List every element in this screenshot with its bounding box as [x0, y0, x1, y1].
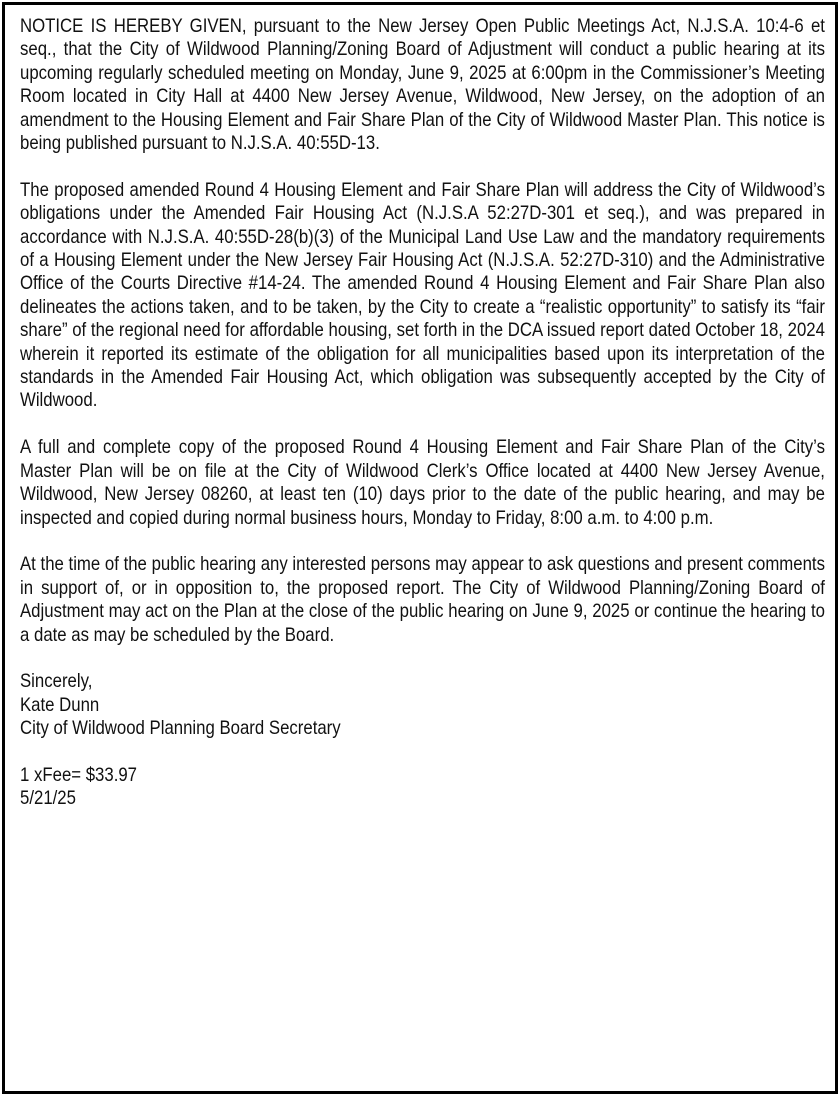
- publication-info: [20, 764, 825, 811]
- notice-paragraph-copy-availability: A full and complete copy of the proposed Round 4 Housing Element and Fair Share Plan of the City’s Master Plan will be on file at the City of Wildwood Clerk’s Office located at 4400 New Jersey Avenue, Wildwood, New Jersey 08260, at least ten (10) days prior to the date of the public hearing, and may be inspected and copied during normal business hours, Monday to Friday, 8:00 a.m. to 4:00 p.m.: [20, 436, 825, 529]
- notice-frame: [2, 2, 838, 1094]
- signer-title: City of Wildwood Planning Board Secretary: [20, 717, 341, 740]
- signer-name: Kate Dunn: [20, 693, 100, 716]
- closing-salutation: Sincerely,: [20, 670, 93, 693]
- publication-date: 5/21/25: [20, 787, 76, 810]
- signature-block: [20, 670, 825, 740]
- notice-paragraph-hearing: NOTICE IS HEREBY GIVEN, pursuant to the New Jersey Open Public Meetings Act, N.J.S.A. 10:4-6 et seq., that the City of Wildwood Planning/Zoning Board of Adjustment will conduct a public hearing at its upcoming regularly scheduled meeting on Monday, June 9, 2025 at 6:00pm in the Commissioner’s Meeting Room located in City Hall at 4400 New Jersey Avenue, Wildwood, New Jersey, on the adoption of an amendment to the Housing Element and Fair Share Plan of the City of Wildwood Master Plan. This notice is being published pursuant to N.J.S.A. 40:55D-13.: [20, 15, 825, 155]
- notice-paragraph-plan-description: The proposed amended Round 4 Housing Element and Fair Share Plan will address the City of Wildwood’s obligations under the Amended Fair Housing Act (N.J.S.A 52:27D-301 et seq.), and was prepared in accordance with N.J.S.A. 40:55D-28(b)(3) of the Municipal Land Use Law and the mandatory requirements of a Housing Element under the New Jersey Fair Housing Act (N.J.S.A. 52:27D-310) and the Administrative Office of the Courts Directive #14-24. The amended Round 4 Housing Element and Fair Share Plan also delineates the actions taken, and to be taken, by the City to create a “realistic opportunity” to satisfy its “fair share” of the regional need for affordable housing, set forth in the DCA issued report dated October 18, 2024 wherein it reported its estimate of the obligation for all municipalities based upon its interpretation of the standards in the Amended Fair Housing Act, which obligation was subsequently accepted by the City of Wildwood.: [20, 178, 825, 412]
- publication-fee: 1 xFee= $33.97: [20, 763, 138, 786]
- notice-body: [20, 15, 825, 834]
- notice-paragraph-public-comment: At the time of the public hearing any interested persons may appear to ask questions and present comments in support of, or in opposition to, the proposed report. The City of Wildwood Planning/Zoning Board of Adjustment may act on the Plan at the close of the public hearing on June 9, 2025 or continue the hearing to a date as may be scheduled by the Board.: [20, 553, 825, 646]
